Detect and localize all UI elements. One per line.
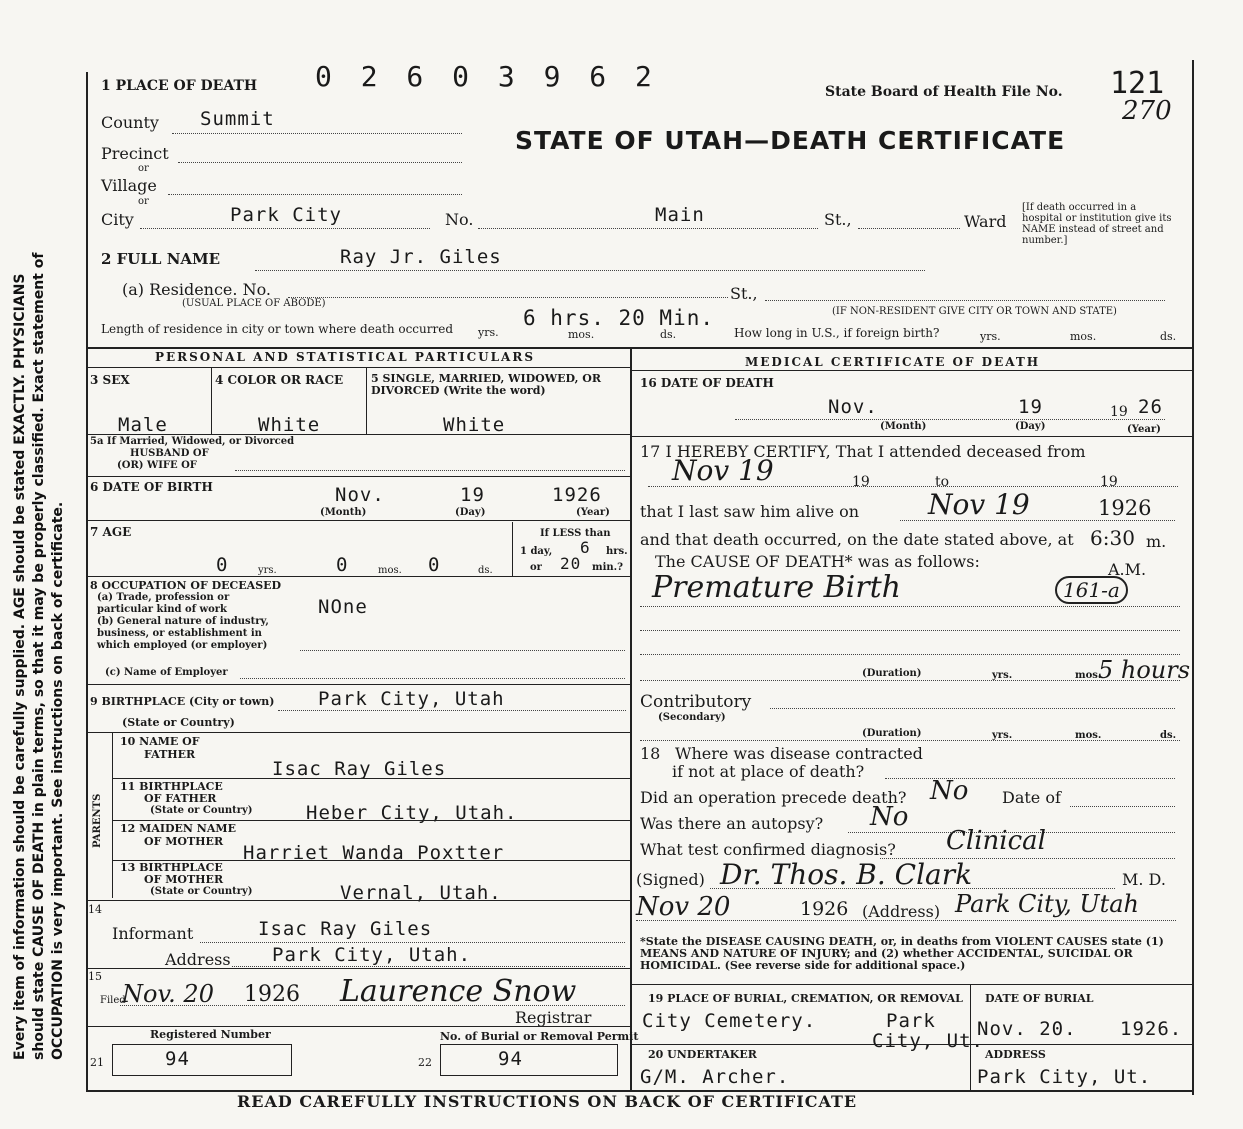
occupation-a-1: (a) Trade, profession or: [97, 592, 230, 603]
certificate-number: 0 2 6 0 3 9 6 2: [315, 60, 658, 93]
age-label: 7 AGE: [90, 525, 132, 539]
attended-from-date: Nov 19: [672, 454, 774, 487]
disease-contracted-label-2: if not at place of death?: [672, 762, 865, 781]
ward-label: Ward: [964, 212, 1007, 231]
informant-address-label: Address: [165, 950, 231, 969]
minutes-label: min.?: [592, 562, 623, 573]
burial-place-label: 19 PLACE OF BURIAL, CREMATION, OR REMOVAL: [648, 992, 963, 1005]
father-name-label-2: FATHER: [144, 748, 196, 761]
death-month: Nov.: [828, 396, 878, 418]
street-value: Main: [655, 204, 705, 226]
death-month-caption: (Month): [880, 421, 927, 432]
md-label: M. D.: [1122, 870, 1166, 889]
to-label: to: [935, 474, 950, 490]
mother-name: Harriet Wanda Poxtter: [243, 842, 505, 864]
undertaker-label: 20 UNDERTAKER: [648, 1048, 757, 1061]
item-14-number: 14: [88, 903, 102, 916]
marital-value: White: [443, 414, 506, 436]
registered-number-box: [112, 1044, 292, 1076]
margin-instructions-1: Every item of information should be carefully supplied. AGE should be stated EXACTLY. PHYSICIANS: [12, 273, 28, 1060]
autopsy-value: No: [870, 802, 909, 832]
nonresident-note: (IF NON-RESIDENT GIVE CITY OR TOWN AND STATE): [832, 306, 1117, 317]
medical-section-header: MEDICAL CERTIFICATE OF DEATH: [745, 355, 1041, 369]
footer-instructions: READ CAREFULLY INSTRUCTIONS ON BACK OF CERTIFICATE: [237, 1092, 858, 1111]
cause-footnote: *State the DISEASE CAUSING DEATH, or, in deaths from VIOLENT CAUSES state (1) MEANS AND NATURE OF INJURY; and (2) whether ACCIDENTAL, SUICIDAL OR HOMICIDAL. (See reverse side for additional space.): [640, 935, 1164, 972]
age-years: 0: [216, 554, 229, 576]
length-yrs-label: yrs.: [478, 326, 499, 339]
right-border: [1192, 60, 1194, 1095]
usual-abode-label: (USUAL PLACE OF ABODE): [182, 298, 326, 309]
occupation-b-2: business, or establishment in: [97, 628, 262, 639]
margin-instructions-3: OCCUPATION is very important. See instructions on back of certificate.: [50, 501, 66, 1060]
hours-label: hrs.: [606, 546, 628, 557]
cause-code: 161-a: [1055, 576, 1128, 604]
secondary-label: (Secondary): [658, 712, 726, 723]
mother-birthplace-label-3: (State or Country): [150, 886, 253, 897]
personal-section-header: PERSONAL AND STATISTICAL PARTICULARS: [155, 350, 536, 364]
last-saw-year: 1926: [1098, 496, 1152, 520]
signed-label: (Signed): [636, 870, 705, 889]
physician-address-label: (Address): [862, 902, 941, 921]
item-21-number: 21: [90, 1056, 104, 1069]
last-saw-date: Nov 19: [928, 488, 1030, 521]
father-birthplace: Heber City, Utah.: [306, 802, 518, 824]
number-label: No.: [445, 210, 474, 229]
occupation-label: 8 OCCUPATION OF DECEASED: [90, 579, 282, 592]
operation-label: Did an operation precede death?: [640, 788, 907, 807]
marital-label: 5 SINGLE, MARRIED, WIDOWED, OR DIVORCED (Write the word): [371, 372, 602, 397]
duration-mos-label: mos.: [1075, 670, 1102, 681]
dob-year: 1926: [552, 484, 602, 506]
father-name: Isac Ray Giles: [272, 758, 447, 780]
occupation-a-2: particular kind of work: [97, 604, 227, 615]
city-value: Park City: [230, 204, 342, 226]
operation-value: No: [930, 776, 969, 806]
time-m-label: m.: [1146, 532, 1167, 551]
dob-label: 6 DATE OF BIRTH: [90, 480, 213, 494]
test-label: What test confirmed diagnosis?: [640, 840, 896, 859]
precinct-label: Precinct: [101, 144, 169, 163]
undertaker-address-label: ADDRESS: [985, 1048, 1046, 1061]
burial-place-2: Park: [886, 1010, 936, 1032]
father-birthplace-label-1: 11 BIRTHPLACE: [120, 780, 223, 793]
burial-permit-box: [440, 1044, 618, 1076]
full-name-label: 2 FULL NAME: [101, 250, 221, 268]
occupation-b-1: (b) General nature of industry,: [97, 616, 269, 627]
mother-name-label-1: 12 MAIDEN NAME: [120, 822, 236, 835]
signed-date: Nov 20: [636, 892, 731, 922]
age-days: 0: [428, 554, 441, 576]
sex-label: 3 SEX: [90, 373, 130, 387]
death-time: 6:30: [1090, 526, 1135, 550]
length-ds-label: ds.: [660, 328, 677, 341]
or-label-3: or: [530, 562, 542, 573]
physician-signature: Dr. Thos. B. Clark: [720, 858, 973, 891]
father-birthplace-label-3: (State or Country): [150, 805, 253, 816]
place-of-death-label: 1 PLACE OF DEATH: [101, 78, 258, 94]
death-year-caption: (Year): [1127, 424, 1161, 435]
filed-year: 1926: [244, 982, 300, 1007]
left-border: [86, 72, 88, 1092]
file-number-secondary: 270: [1122, 96, 1172, 126]
dob-day: 19: [460, 484, 485, 506]
duration-ds-label-2: ds.: [1160, 730, 1177, 741]
dob-month: Nov.: [335, 484, 385, 506]
father-birthplace-label-2: OF FATHER: [144, 792, 217, 805]
last-saw-label: that I last saw him alive on: [640, 502, 860, 521]
cause-of-death: Premature Birth: [652, 570, 901, 605]
mother-birthplace-label-1: 13 BIRTHPLACE: [120, 861, 223, 874]
column-divider: [630, 348, 632, 1090]
spouse-label-3: (OR) WIFE OF: [117, 460, 197, 471]
street-label: St.,: [824, 210, 852, 229]
autopsy-label: Was there an autopsy?: [640, 814, 824, 833]
length-mos-label: mos.: [568, 328, 595, 341]
item-15-number: 15: [88, 970, 102, 983]
parents-label: PARENTS: [92, 793, 103, 848]
spouse-label-2: HUSBAND OF: [130, 448, 209, 459]
color-label: 4 COLOR OR RACE: [215, 373, 344, 387]
mother-name-label-2: OF MOTHER: [144, 835, 224, 848]
mother-birthplace-label-2: OF MOTHER: [144, 873, 224, 886]
residence-street-label: St.,: [730, 284, 758, 303]
length-residence-value: 6 hrs. 20 Min.: [523, 306, 715, 330]
or-label-2: or: [138, 196, 149, 207]
ward-note: [If death occurred in a hospital or institution give its NAME instead of street and number.]: [1022, 202, 1172, 246]
age-months: 0: [336, 554, 349, 576]
informant-label: Informant: [112, 924, 194, 943]
duration-value: 5 hours: [1098, 656, 1191, 684]
death-year-prefix: 19: [1110, 404, 1128, 420]
occupation-b-3: which employed (or employer): [97, 640, 268, 651]
county-value: Summit: [200, 108, 275, 130]
burial-permit-label: No. of Burial or Removal Permit: [440, 1030, 639, 1043]
spouse-label-1: 5a If Married, Widowed, or Divorced: [90, 436, 295, 447]
file-number-label: State Board of Health File No.: [825, 84, 1063, 100]
burial-place: City Cemetery.: [642, 1010, 817, 1032]
burial-place-3: City, Ut.: [872, 1030, 984, 1052]
registered-number-label: Registered Number: [150, 1028, 271, 1041]
city-label: City: [101, 210, 134, 229]
employer-label: (c) Name of Employer: [105, 667, 228, 678]
attended-from-year: 19: [852, 474, 870, 490]
filed-label: Filed: [100, 995, 126, 1006]
village-label: Village: [101, 176, 157, 195]
age-yrs-label: yrs.: [258, 565, 277, 576]
occupation-value: NOne: [318, 596, 368, 618]
physician-address: Park City, Utah: [955, 890, 1139, 918]
registrar-label: Registrar: [515, 1008, 592, 1027]
foreign-mos-label: mos.: [1070, 330, 1097, 343]
duration-label-2: (Duration): [862, 728, 922, 739]
sex-value: Male: [118, 414, 168, 436]
informant-value: Isac Ray Giles: [258, 918, 433, 940]
age-ds-label: ds.: [478, 565, 493, 576]
dob-year-caption: (Year): [576, 507, 610, 518]
margin-instructions-2: should state CAUSE OF DEATH in plain terms, so that it may be properly classified. Exact statement of: [31, 252, 47, 1060]
birthplace-value: Park City, Utah: [318, 688, 505, 710]
duration-label: (Duration): [862, 668, 922, 679]
registered-number: 94: [165, 1048, 190, 1070]
county-label: County: [101, 113, 159, 132]
if-less-label: If LESS than: [540, 528, 611, 539]
age-mos-label: mos.: [378, 565, 402, 576]
or-label-1: or: [138, 163, 149, 174]
foreign-birth-label: How long in U.S., if foreign birth?: [734, 326, 940, 340]
burial-year: 1926.: [1120, 1018, 1183, 1040]
operation-date-label: Date of: [1002, 788, 1061, 807]
informant-address: Park City, Utah.: [272, 944, 472, 966]
one-day-label: 1 day,: [520, 546, 553, 557]
filed-date: Nov. 20: [122, 980, 214, 1008]
cause-label: The CAUSE OF DEATH* was as follows:: [655, 552, 980, 571]
registrar-signature: Laurence Snow: [340, 974, 577, 1009]
undertaker-value: G/M. Archer.: [640, 1066, 790, 1088]
birthplace-label: 9 BIRTHPLACE (City or town): [90, 695, 275, 708]
foreign-ds-label: ds.: [1160, 330, 1177, 343]
death-day: 19: [1018, 396, 1043, 418]
signed-year: 1926: [800, 898, 849, 920]
certify-statement: 17 I HEREBY CERTIFY, That I attended deceased from: [640, 442, 1086, 461]
duration-yrs-label: yrs.: [992, 670, 1013, 681]
death-day-caption: (Day): [1015, 421, 1046, 432]
residence-label: (a) Residence. No.: [122, 280, 272, 299]
date-of-death-label: 16 DATE OF DEATH: [640, 376, 774, 390]
birthplace-sublabel: (State or Country): [122, 716, 235, 729]
file-number: 121: [1110, 66, 1165, 101]
dob-day-caption: (Day): [455, 507, 486, 518]
death-occurred-label: and that death occurred, on the date stated above, at: [640, 530, 1074, 549]
disease-contracted-label: Where was disease contracted: [675, 744, 923, 763]
item-18-number: 18: [640, 744, 661, 763]
burial-permit-number: 94: [498, 1048, 523, 1070]
minutes-value: 20: [560, 554, 582, 573]
mother-birthplace: Vernal, Utah.: [340, 882, 502, 904]
length-residence-label: Length of residence in city or town where death occurred: [101, 322, 454, 336]
duration-mos-label-2: mos.: [1075, 730, 1102, 741]
certificate-title: STATE OF UTAH—DEATH CERTIFICATE: [515, 126, 1066, 155]
burial-date: Nov. 20.: [977, 1018, 1077, 1040]
test-value: Clinical: [946, 826, 1046, 856]
attended-to-year: 19: [1100, 474, 1118, 490]
hours-value: 6: [580, 538, 591, 557]
death-year: 26: [1138, 396, 1163, 418]
foreign-yrs-label: yrs.: [980, 330, 1001, 343]
father-name-label-1: 10 NAME OF: [120, 735, 200, 748]
full-name-value: Ray Jr. Giles: [340, 246, 502, 268]
am-label: A.M.: [1108, 560, 1147, 579]
contributory-label: Contributory: [640, 692, 752, 712]
burial-date-label: DATE OF BURIAL: [985, 992, 1094, 1005]
dob-month-caption: (Month): [320, 507, 367, 518]
undertaker-address: Park City, Ut.: [977, 1066, 1152, 1088]
item-22-number: 22: [418, 1056, 432, 1069]
color-value: White: [258, 414, 321, 436]
duration-yrs-label-2: yrs.: [992, 730, 1013, 741]
